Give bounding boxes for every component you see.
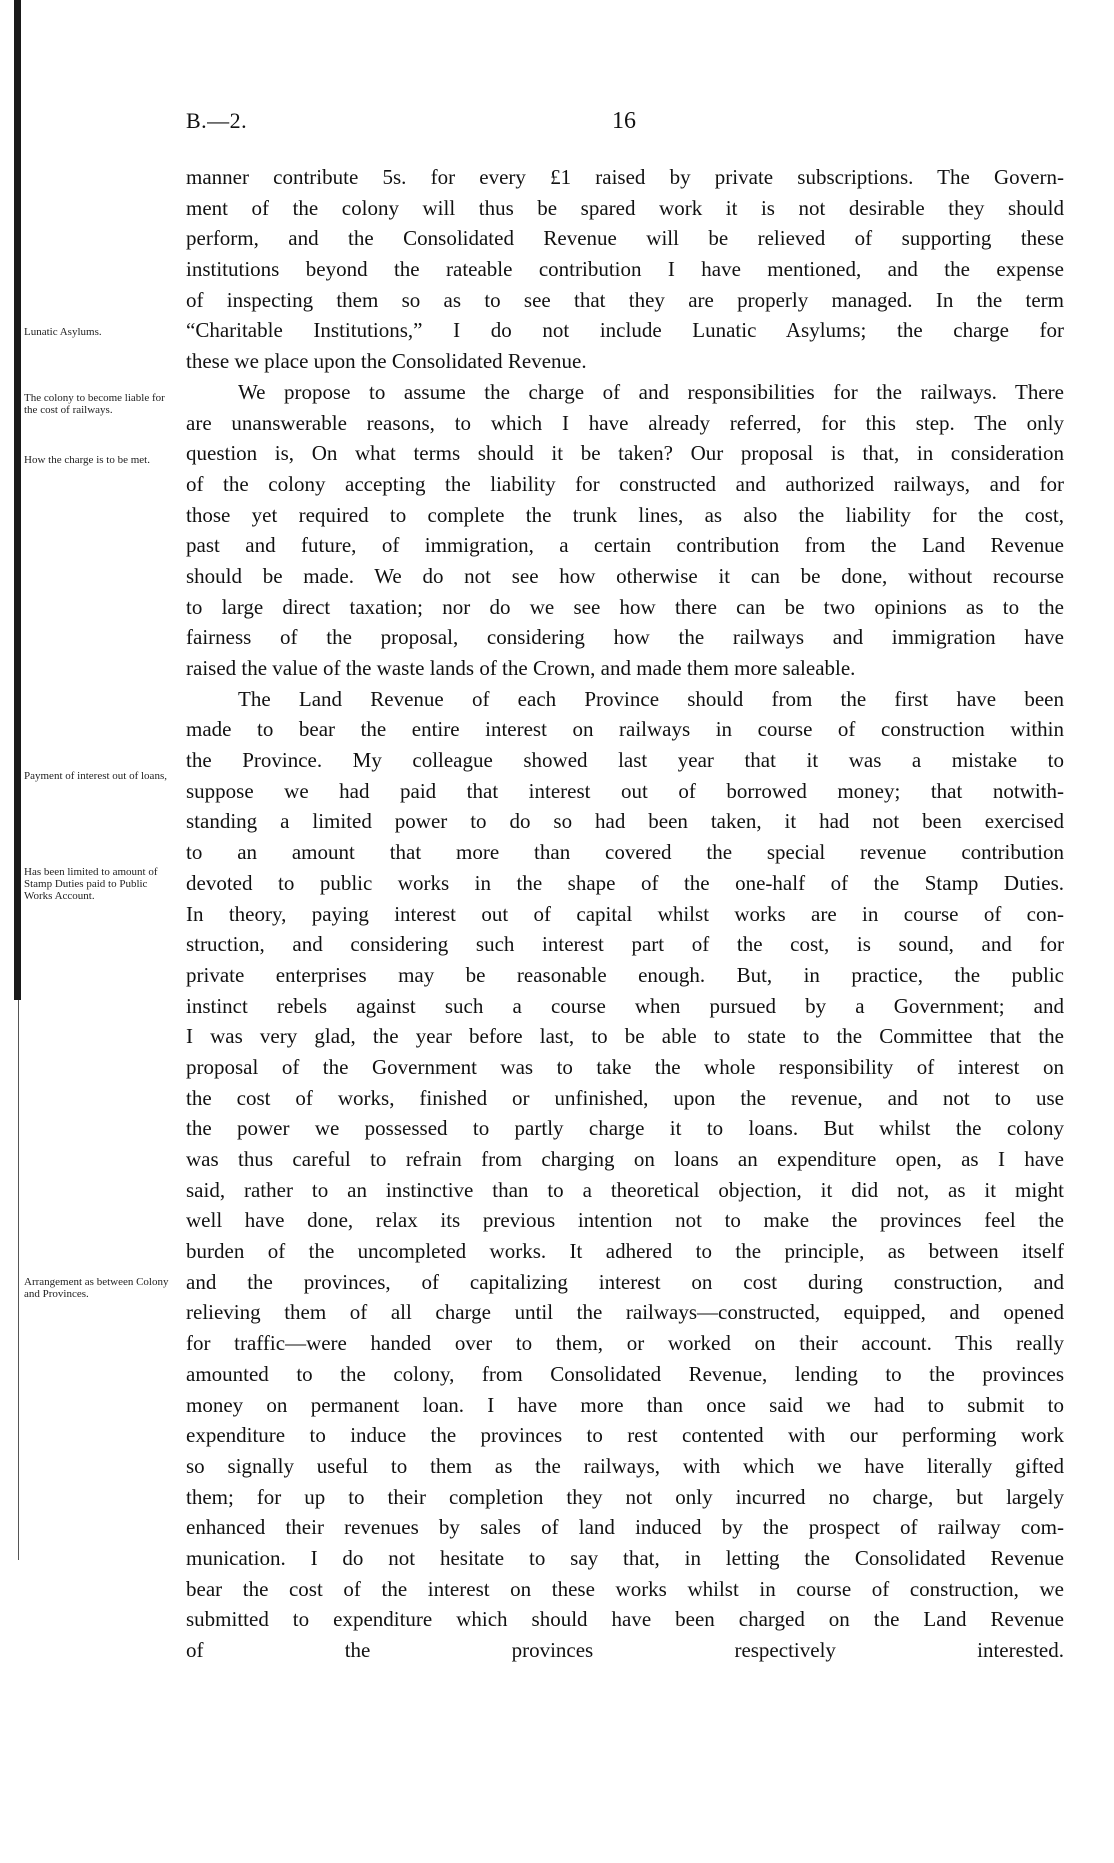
- document-code: B.—2.: [186, 108, 248, 133]
- margin-note-railway-liability: The colony to become liable for the cost of railways.: [24, 392, 165, 416]
- text-line: these we place upon the Consolidated Revenue.: [186, 349, 587, 374]
- binding-edge-bar: [14, 0, 21, 1000]
- text-line: so signally useful to them as the railways, with which we have literally gifted: [186, 1453, 1064, 1478]
- text-line: relieving them of all charge until the railways—constructed, equipped, and opened: [186, 1300, 1064, 1325]
- text-line: of the colony accepting the liability for constructed and authorized railways, and for: [186, 471, 1064, 496]
- text-line: The Land Revenue of each Province should from the first have been: [238, 686, 1064, 711]
- text-line: “Charitable Institutions,” I do not include Lunatic Asylums; the charge for: [186, 318, 1064, 343]
- text-line: for traffic—were handed over to them, or worked on their account. This really: [186, 1331, 1064, 1356]
- text-line: ment of the colony will thus be spared work it is not desirable they should: [186, 195, 1064, 220]
- text-line: expenditure to induce the provinces to rest contented with our performing work: [186, 1423, 1064, 1448]
- text-line: perform, and the Consolidated Revenue will be relieved of supporting these: [186, 226, 1064, 251]
- text-line: proposal of the Government was to take the whole responsibility of interest on: [186, 1054, 1064, 1079]
- text-line: of the provinces respectively interested.: [186, 1638, 1064, 1662]
- margin-note-lunatic-asylums: Lunatic Asylums.: [24, 326, 102, 338]
- text-line: I was very glad, the year before last, to be able to state to the Committee that the: [186, 1024, 1064, 1049]
- text-line: money on permanent loan. I have more than once said we had to submit to: [186, 1392, 1064, 1417]
- margin-note-colony-provinces: Arrangement as between Colony and Provinces.: [24, 1276, 169, 1300]
- text-line: enhanced their revenues by sales of land induced by the prospect of railway com-: [186, 1515, 1064, 1540]
- text-line: the power we possessed to partly charge it to loans. But whilst the colony: [186, 1116, 1064, 1141]
- text-line: well have done, relax its previous intention not to make the provinces feel the: [186, 1208, 1064, 1233]
- text-line: bear the cost of the interest on these works whilst in course of construction, we: [186, 1576, 1064, 1601]
- margin-note-charge-met: How the charge is to be met.: [24, 454, 150, 466]
- text-line: raised the value of the waste lands of the Crown, and made them more saleable.: [186, 656, 856, 680]
- text-line: suppose we had paid that interest out of borrowed money; that notwith-: [186, 778, 1064, 803]
- margin-note-stamp-duties: Has been limited to amount of Stamp Duties paid to Public Works Account.: [24, 866, 158, 902]
- text-line: standing a limited power to do so had been taken, it had not been exercised: [186, 809, 1064, 834]
- text-line: question is, On what terms should it be taken? Our proposal is that, in consideration: [186, 441, 1064, 466]
- text-line: should be made. We do not see how otherwise it can be done, without recourse: [186, 563, 1064, 588]
- text-line: We propose to assume the charge of and responsibilities for the railways. There: [238, 379, 1064, 404]
- text-line: instinct rebels against such a course when pursued by a Government; and: [186, 993, 1064, 1018]
- text-line: the cost of works, finished or unfinished, upon the revenue, and not to use: [186, 1085, 1064, 1110]
- text-line: of inspecting them so as to see that they are properly managed. In the term: [186, 287, 1064, 312]
- text-line: the Province. My colleague showed last year that it was a mistake to: [186, 748, 1064, 773]
- text-line: devoted to public works in the shape of the one-half of the Stamp Duties.: [186, 870, 1064, 895]
- body-text: [186, 162, 1064, 1696]
- text-line: struction, and considering such interest part of the cost, is sound, and for: [186, 932, 1064, 957]
- text-line: to an amount that more than covered the special revenue contribution: [186, 840, 1064, 865]
- text-line: made to bear the entire interest on railways in course of construction within: [186, 717, 1064, 742]
- text-line: to large direct taxation; nor do we see how there can be two opinions as to the: [186, 594, 1064, 619]
- text-line: said, rather to an instinctive than to a theoretical objection, it did not, as it might: [186, 1177, 1064, 1202]
- text-line: [186, 1666, 1064, 1697]
- text-line: past and future, of immigration, a certain contribution from the Land Revenue: [186, 533, 1064, 558]
- text-line: them; for up to their completion they not only incurred no charge, but largely: [186, 1484, 1064, 1509]
- text-line: In theory, paying interest out of capital whilst works are in course of con-: [186, 901, 1064, 926]
- text-line: was thus careful to refrain from charging on loans an expenditure open, as I have: [186, 1147, 1064, 1171]
- text-line: fairness of the proposal, considering how the railways and immigration have: [186, 625, 1064, 650]
- text-line: manner contribute 5s. for every £1 raised by private subscriptions. The Govern-: [186, 165, 1064, 189]
- text-line: submitted to expenditure which should have been charged on the Land Revenue: [186, 1607, 1064, 1632]
- text-line: munication. I do not hesitate to say that, in letting the Consolidated Revenue: [186, 1545, 1064, 1570]
- text-line: burden of the uncompleted works. It adhered to the principle, as between itself: [186, 1239, 1064, 1264]
- text-line: institutions beyond the rateable contribution I have mentioned, and the expense: [186, 257, 1064, 282]
- margin-note-interest-loans: Payment of interest out of loans,: [24, 770, 167, 782]
- text-line: amounted to the colony, from Consolidated Revenue, lending to the provinces: [186, 1361, 1064, 1386]
- text-line: and the provinces, of capitalizing interest on cost during construction, and: [186, 1269, 1064, 1294]
- text-line: are unanswerable reasons, to which I have already referred, for this step. The only: [186, 410, 1064, 435]
- binding-edge-line: [18, 1000, 19, 1560]
- text-line: those yet required to complete the trunk lines, as also the liability for the cost,: [186, 502, 1064, 527]
- page-number: 16: [612, 108, 636, 134]
- text-line: private enterprises may be reasonable enough. But, in practice, the public: [186, 962, 1064, 987]
